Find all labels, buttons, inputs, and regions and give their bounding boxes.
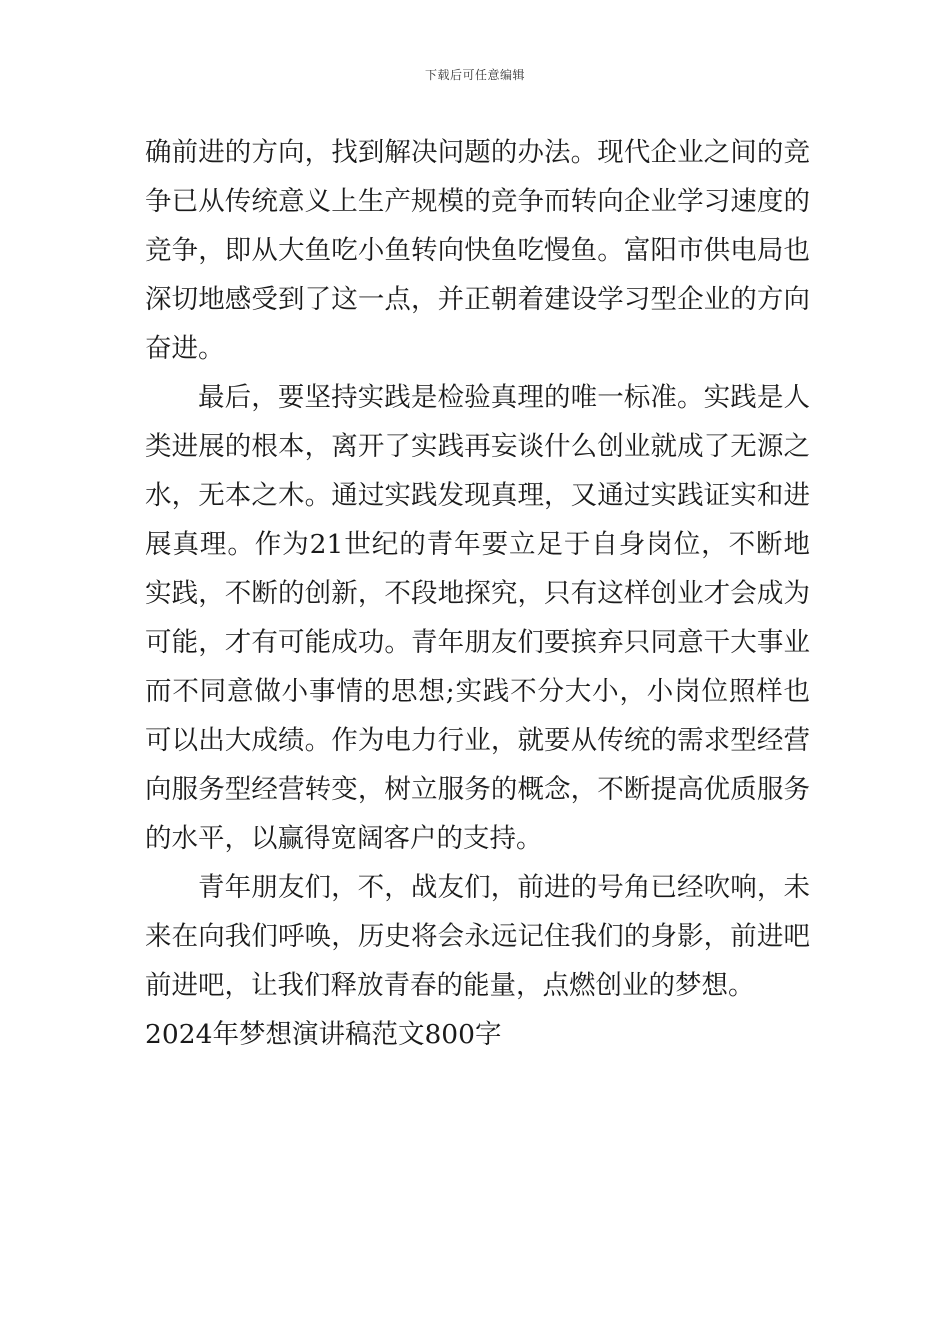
paragraph-closing: 青年朋友们，不，战友们，前进的号角已经吹响，未来在向我们呼唤，历史将会永远记住我们的身影，前进吧前进吧，让我们释放青春的能量，点燃创业的梦想。 xyxy=(145,872,810,1001)
section-title: 2024年梦想演讲稿范文800字 xyxy=(145,1019,502,1050)
header-note: 下载后可任意编辑 xyxy=(424,68,525,82)
paragraph-practice: 最后，要坚持实践是检验真理的唯一标准。实践是人类进展的根本，离开了实践再妄谈什么创业就成了无源之水，无本之木。通过实践发现真理，又通过实践证实和进展真理。作为21世纪的青年要立足于自身岗位，不断地实践，不断的创新，不段地探究，只有这样创业才会成为可能，才有可能成功。青年朋友们要摈弃只同意干大事业而不同意做小事情的思想;实践不分大小，小岗位照样也可以出大成绩。作为电力行业，就要从传统的需求型经营向服务型经营转变，树立服务的概念，不断提高优质服务的水平，以赢得宽阔客户的支持。 xyxy=(145,382,810,854)
document-body xyxy=(145,128,810,1059)
paragraph-continuation: 确前进的方向，找到解决问题的办法。现代企业之间的竞争已从传统意义上生产规模的竞争而转向企业学习速度的竞争，即从大鱼吃小鱼转向快鱼吃慢鱼。富阳市供电局也深切地感受到了这一点，并正朝着建设学习型企业的方向奋进。 xyxy=(145,137,810,364)
